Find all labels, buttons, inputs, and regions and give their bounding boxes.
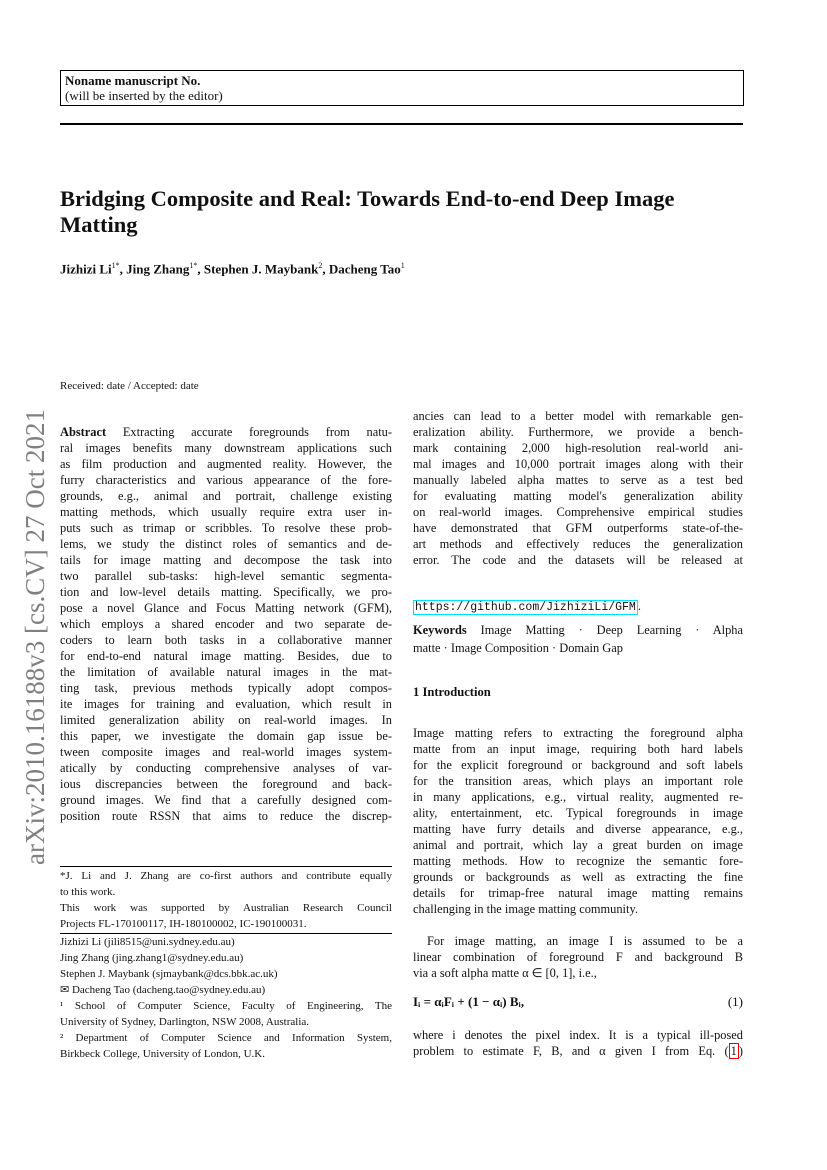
text-line (413, 741, 743, 757)
line-text: Stephen J. Maybank (sjmaybank@dcs.bbk.ac.uk) (60, 968, 278, 980)
text-line (413, 933, 743, 949)
author: Jing Zhang (126, 261, 190, 277)
section-heading-introduction: 1 Introduction (413, 685, 491, 699)
manuscript-number: Noname manuscript No. (65, 73, 201, 88)
line-text: as film production and augmented reality. However, the (60, 457, 392, 471)
text-line (60, 488, 392, 504)
manuscript-header-box (60, 70, 744, 106)
text-line (413, 901, 743, 917)
line-text: details for trimap-free natural image matting remains (413, 886, 743, 900)
line-text: mark containing 2,000 high-resolution real-world ani- (413, 441, 743, 455)
line-text: for evaluating matting model's generalization ability (413, 489, 743, 503)
footnote-rule (60, 866, 392, 867)
line-text: furry characteristics and various appearance of the fore- (60, 473, 392, 487)
text-line (60, 440, 392, 456)
text-line (413, 536, 743, 552)
affiliation-mark: 2 (318, 261, 323, 270)
author: Stephen J. Maybank (203, 261, 319, 277)
editor-note: (will be inserted by the editor) (65, 88, 223, 103)
affiliation-mark: 1* (189, 261, 198, 270)
line-text: pose a novel Glance and Focus Matting network (GFM), (60, 601, 392, 615)
line-text: This work was supported by Australian Research Council (60, 902, 392, 914)
line-text: lems, we study the distinct roles of semantics and de- (60, 537, 392, 551)
text-line (60, 760, 392, 776)
line-text: two parallel sub-tasks: high-level semantic segmenta- (60, 569, 392, 583)
keywords-line: matte · Image Composition · Domain Gap (413, 641, 623, 655)
text-line (60, 1046, 392, 1062)
line-text: eralization ability. Furthermore, we provide a bench- (413, 425, 743, 439)
text-line (60, 916, 392, 932)
author: Dacheng Tao (328, 261, 401, 277)
text-line (60, 934, 392, 950)
intro-paragraph-2 (413, 933, 743, 981)
line-text: to this work. (60, 886, 116, 898)
line-text: ✉ Dacheng Tao (dacheng.tao@sydney.edu.au) (60, 984, 266, 996)
text-line (60, 632, 392, 648)
footnote-block-2 (60, 934, 392, 1062)
text-line (60, 680, 392, 696)
text-line (60, 504, 392, 520)
text-line (60, 472, 392, 488)
line-text: mal images and 10,000 portrait images along with their (413, 457, 743, 471)
line-text: for end-to-end natural image matting. Besides, due to (60, 649, 392, 663)
intro-paragraph-3 (413, 1027, 743, 1059)
line-text: where i denotes the pixel index. It is a typical ill-posed (413, 1028, 743, 1042)
text-line (413, 837, 743, 853)
abstract-label: Abstract (60, 425, 107, 439)
text-line (413, 1027, 743, 1043)
footnote-block-1 (60, 868, 392, 932)
text-line (60, 584, 392, 600)
text-line (60, 568, 392, 584)
text-line (413, 725, 743, 741)
line-text: linear combination of foreground F and background B (413, 950, 743, 964)
text-line (60, 744, 392, 760)
keywords (413, 621, 743, 657)
line-text: via a soft alpha matte α ∈ [0, 1], i.e., (413, 966, 597, 980)
text-line (413, 885, 743, 901)
text-line (60, 1030, 392, 1046)
text-line (60, 868, 392, 884)
abstract-left (60, 424, 392, 824)
author-list: Jizhizi $Li^{1*}$, Jing Zhang$^{1*}$, Stephen J. Maybank$^2$, Dacheng Tao$^1$ (60, 261, 405, 277)
text-line (413, 520, 743, 536)
line-text: University of Sydney, Darlington, NSW 2008, Australia. (60, 1016, 310, 1028)
line-text: which employs a shared encoder and two separate de- (60, 617, 392, 631)
line-text: Image matting refers to extracting the foreground alpha (413, 726, 743, 740)
line-text: ious discrepancies between the foreground and back- (60, 777, 392, 791)
line-text: atically by conducting comprehensive analyses of var- (60, 761, 392, 775)
text-line (60, 696, 392, 712)
equation-body: Iᵢ = αᵢFᵢ + (1 − αᵢ) Bᵢ, (413, 994, 525, 1009)
affiliation-mark: 1* (111, 261, 120, 270)
line-text: matting have furry details and diverse appearance, e.g., (413, 822, 743, 836)
line-text: coders to learn both tasks in a collaborative manner (60, 633, 392, 647)
text-line (413, 757, 743, 773)
received-date: Received: date / Accepted: date (60, 380, 199, 392)
line-text: *J. Li and J. Zhang are co-first authors and contribute equally (60, 870, 392, 882)
text-line (60, 1014, 392, 1030)
line-text: ite images for training and evaluation, which result in (60, 697, 392, 711)
line-text: have demonstrated that GFM outperforms state-of-the- (413, 521, 743, 535)
paper-title: Bridging Composite and Real: Towards End-to-end Deep Image Matting (60, 186, 675, 237)
text-line (413, 805, 743, 821)
intro-paragraph-1 (413, 725, 743, 917)
text-line (60, 966, 392, 982)
line-text: tween composite images and real-world images system- (60, 745, 392, 759)
line-text: art methods and effectively reduces the generalization (413, 537, 743, 551)
line-text: in many applications, e.g., virtual reality, augmented re- (413, 790, 743, 804)
line-text: matting methods. How to recognize the semantic fore- (413, 854, 743, 868)
text-line (413, 504, 743, 520)
text-line (60, 648, 392, 664)
equation-reference-link[interactable]: 1 (730, 1044, 737, 1058)
line-text: matting methods, which usually require extra user in- (60, 505, 392, 519)
line-text: on real-world images. Comprehensive empirical studies (413, 505, 743, 519)
line-text: Jing Zhang (jing.zhang1@sydney.edu.au) (60, 952, 244, 964)
keywords-line: Image Matting · Deep Learning · Alpha (480, 623, 743, 637)
line-text: matte from an input image, requiring both hard labels (413, 742, 743, 756)
text-line (413, 773, 743, 789)
line-text: tails for image matting and decompose the task into (60, 553, 392, 567)
text-line (60, 552, 392, 568)
line-text: ality, entertainment, etc. Typical foregrounds in image (413, 806, 743, 820)
line-text: For image matting, an image I is assumed to be a (427, 934, 743, 948)
line-text: for the transition areas, which plays an important role (413, 774, 743, 788)
text-line (60, 982, 392, 998)
line-text: ¹ School of Computer Science, Faculty of Engineering, The (60, 1000, 392, 1012)
line-text: the limitation of available natural images in the mat- (60, 665, 392, 679)
equation-number: (1) (727, 994, 743, 1009)
text-line: problem to estimate F, B, and α given I from Eq. ( 1 ) (413, 1044, 743, 1058)
text-line (60, 520, 392, 536)
line-text: Projects FL-170100117, IH-180100002, IC-190100031. (60, 918, 307, 930)
line-text: Extracting accurate foregrounds from natu- (122, 425, 392, 439)
line-text: limited generalization ability on real-world images. In (60, 713, 392, 727)
text-line (60, 728, 392, 744)
github-link[interactable]: https://github.com/JizhiziLi/GFM (415, 601, 636, 614)
text-line (413, 949, 743, 965)
text-line (413, 456, 743, 472)
text-line (413, 424, 743, 440)
text-line (413, 440, 743, 456)
text-line (60, 456, 392, 472)
header-rule (60, 123, 743, 125)
line-text: tion and low-level details matting. Specifically, we pro- (60, 585, 392, 599)
text-line (413, 869, 743, 885)
abstract-right (413, 408, 743, 568)
line-text: problem to estimate F, B, and α given I from Eq. (413, 1044, 725, 1058)
affiliation-mark: 1 (400, 261, 405, 270)
text-line (413, 472, 743, 488)
text-line (60, 808, 392, 824)
text-line (60, 950, 392, 966)
text-line (60, 998, 392, 1014)
author: Jizhizi Li (60, 261, 112, 277)
text-line (60, 536, 392, 552)
line-text: grounds or backgrounds as well as extracting the fine (413, 870, 743, 884)
line-text: animal and portrait, which lay a great burden on image (413, 838, 743, 852)
text-line (413, 965, 743, 981)
text-line (413, 853, 743, 869)
line-text: error. The code and the datasets will be released at (413, 553, 743, 567)
text-line (60, 776, 392, 792)
line-text: Birkbeck College, University of London, U.K. (60, 1048, 265, 1060)
text-line (60, 712, 392, 728)
line-text: grounds, e.g., animal and portrait, challenge existing (60, 489, 392, 503)
text-line (60, 616, 392, 632)
line-text: puts such as trimap or scribbles. To resolve these prob- (60, 521, 392, 535)
line-text: ancies can lead to a better model with remarkable gen- (413, 409, 743, 423)
equation-1 (413, 994, 743, 1012)
text-line (413, 408, 743, 424)
line-text: ² Department of Computer Science and Information System, (60, 1032, 392, 1044)
arxiv-identifier: arXiv:2010.16188v3 [cs.CV] 27 Oct 2021 (20, 409, 50, 865)
text-line (60, 424, 392, 440)
line-text: challenging in the image matting community. (413, 902, 638, 916)
text-line (413, 821, 743, 837)
keywords-label: Keywords (413, 623, 467, 637)
line-text: this paper, we investigate the domain gap issue be- (60, 729, 392, 743)
text-line (60, 884, 392, 900)
text-line (60, 792, 392, 808)
line-text: ral images benefits many downstream applications such (60, 441, 392, 455)
line-text: Jizhizi Li (jili8515@uni.sydney.edu.au) (60, 936, 235, 948)
text-line (413, 488, 743, 504)
text-line (60, 600, 392, 616)
text-line (413, 789, 743, 805)
line-text: ting task, previous methods typically adopt compos- (60, 681, 392, 695)
line-text: manually labeled alpha mattes to serve as a test bed (413, 473, 743, 487)
line-text: for the explicit foreground or background and soft labels (413, 758, 743, 772)
text-line (60, 664, 392, 680)
text-line (60, 900, 392, 916)
text-line (413, 552, 743, 568)
line-text: ground images. We find that a carefully designed com- (60, 793, 392, 807)
abstract-url-line: https://github.com/JizhiziLi/GFM . (415, 599, 641, 614)
line-text: position route RSSN that aims to reduce the discrep- (60, 809, 392, 823)
